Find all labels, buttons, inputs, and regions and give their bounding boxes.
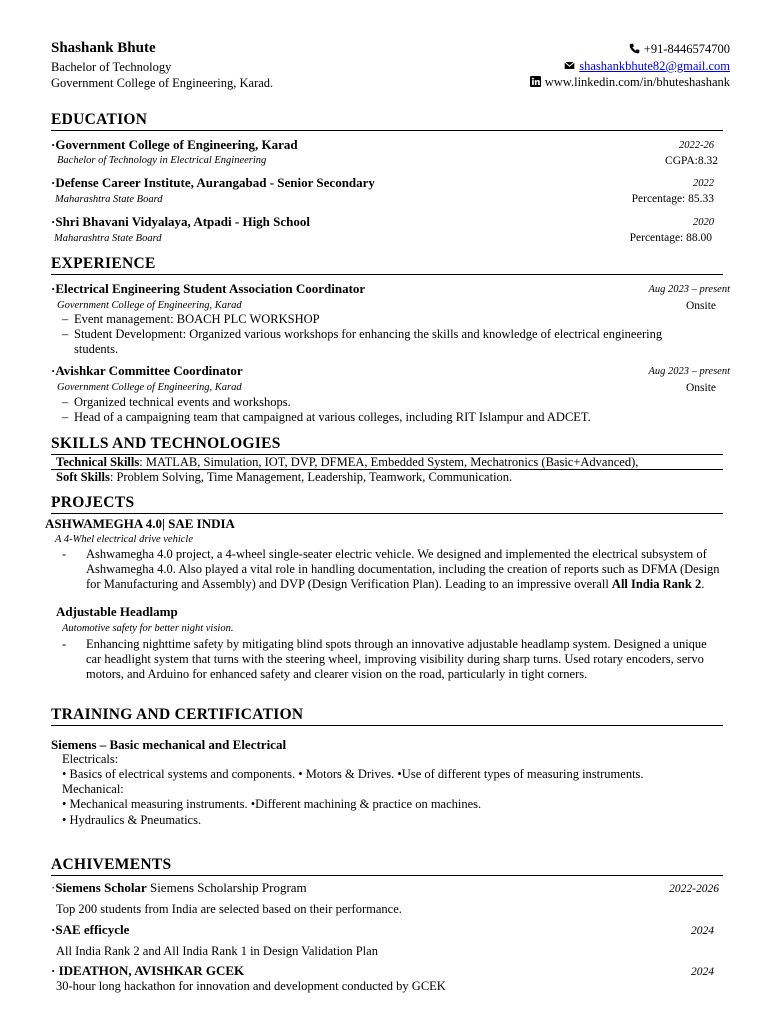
achievements-heading: ACHIVEMENTS	[51, 856, 723, 876]
achievement-title: ·Siemens Scholar Siemens Scholarship Program	[51, 880, 307, 895]
experience-date: Aug 2023 – present	[648, 284, 730, 295]
skills-heading: SKILLS AND TECHNOLOGIES	[51, 435, 723, 455]
achievement-date: 2024	[691, 925, 714, 937]
education-heading: EDUCATION	[51, 111, 723, 131]
list-item: – Organized technical events and workshops.	[62, 395, 291, 409]
training-line: • Hydraulics & Pneumatics.	[62, 813, 202, 827]
experience-mode: Onsite	[685, 382, 716, 394]
education-score: CGPA:8.32	[665, 155, 718, 167]
candidate-name: Shashank Bhute	[51, 40, 156, 56]
experience-role: ·Avishkar Committee Coordinator	[51, 363, 243, 378]
achievement-desc: All India Rank 2 and All India Rank 1 in Design Validation Plan	[56, 944, 378, 958]
envelope-icon	[564, 60, 575, 71]
projects-heading: PROJECTS	[51, 494, 723, 514]
degree: Bachelor of Technology	[51, 60, 172, 74]
education-date: 2020	[693, 217, 714, 228]
experience-role: ·Electrical Engineering Student Association Coordinator	[51, 281, 366, 296]
education-date: 2022-26	[679, 140, 714, 151]
experience-org: Government College of Engineering, Karad	[57, 382, 242, 393]
training-line: Electricals:	[62, 752, 119, 766]
education-date: 2022	[693, 178, 714, 189]
phone-line	[629, 42, 730, 57]
achievement-desc: 30-hour long hackathon for innovation and development conducted by GCEK	[56, 979, 446, 993]
project-subtitle: Automotive safety for better night vision.	[62, 623, 234, 634]
achievement-title: · IDEATHON, AVISHKAR GCEK	[51, 963, 245, 978]
project-subtitle: A 4-Whel electrical drive vehicle	[55, 534, 193, 545]
education-detail: Maharashtra State Board	[55, 194, 163, 205]
email-line	[564, 59, 730, 74]
project-title: Adjustable Headlamp	[56, 604, 178, 619]
training-line: Mechanical:	[62, 782, 124, 796]
experience-mode: Onsite	[685, 300, 716, 312]
achievement-title: ·SAE efficycle	[51, 922, 130, 937]
linkedin-icon	[530, 76, 541, 87]
education-school: ·Defense Career Institute, Aurangabad - Senior Secondary	[51, 175, 375, 190]
achievement-desc: Top 200 students from India are selected based on their performance.	[56, 902, 402, 916]
technical-skills: Technical Skills: MATLAB, Simulation, IOT, DVP, DFMEA, Embedded System, Mechatronics (Basic+Advanced),	[56, 455, 639, 469]
phone-icon	[629, 43, 640, 54]
email-link[interactable]: shashankbhute82@gmail.com	[579, 59, 730, 73]
list-item: – Head of a campaigning team that campaigned at various colleges, including RIT Islampur and ADCET.	[62, 410, 591, 424]
training-line: • Mechanical measuring instruments. •Different machining & practice on machines.	[62, 797, 482, 811]
education-score: Percentage: 88.00	[629, 232, 712, 244]
project-description: - Ashwamegha 4.0 project, a 4-wheel single-seater electric vehicle. We designed and implemented the electrical subsystem of Ashwamegha 4.0. Also played a vital role in handling documentation, including the creation of reports such as DFMA (Design for Manufacturing and Assembly) and DVP (Design Verification Plan). Leading to an impressive overall All India Rank 2.	[62, 547, 720, 591]
training-heading: TRAINING AND CERTIFICATION	[51, 706, 723, 726]
experience-org: Government College of Engineering, Karad	[57, 300, 242, 311]
achievement-date: 2024	[691, 966, 714, 978]
achievement-date: 2022-2026	[669, 883, 719, 895]
soft-skills: Soft Skills: Problem Solving, Time Management, Leadership, Teamwork, Communication.	[56, 470, 513, 484]
education-school: ·Government College of Engineering, Karad	[51, 137, 298, 152]
education-score: Percentage: 85.33	[631, 193, 714, 205]
list-item: – Event management: BOACH PLC WORKSHOP	[62, 312, 320, 326]
training-course: Siemens – Basic mechanical and Electrical	[51, 737, 287, 752]
education-school: ·Shri Bhavani Vidyalaya, Atpadi - High School	[51, 214, 310, 229]
project-title: ASHWAMEGHA 4.0| SAE INDIA	[45, 516, 235, 531]
phone-number: +91-8446574700	[643, 42, 730, 56]
list-item: – Student Development: Organized various workshops for enhancing the skills and knowledge of electrical engineering students.	[62, 327, 663, 356]
linkedin-line	[530, 75, 730, 90]
training-line: • Basics of electrical systems and components. • Motors & Drives. •Use of different types of measuring instruments.	[62, 767, 644, 781]
project-description: - Enhancing nighttime safety by mitigating blind spots through an innovative adjustable headlamp system. Designed a unique car headlight system that turns with the steering wheel, improving visibility during sharp turns. Used rotary encoders, servo motors, and Arduino for enhanced safety and clearer vision on the road, particularly in tight corners.	[62, 637, 707, 681]
experience-date: Aug 2023 – present	[648, 366, 730, 377]
education-detail: Bachelor of Technology in Electrical Engineering	[57, 155, 267, 166]
experience-heading: EXPERIENCE	[51, 255, 723, 275]
education-detail: Maharashtra State Board	[54, 233, 162, 244]
linkedin-url[interactable]: www.linkedin.com/in/bhuteshashank	[544, 75, 730, 89]
college: Government College of Engineering, Karad.	[51, 76, 274, 90]
